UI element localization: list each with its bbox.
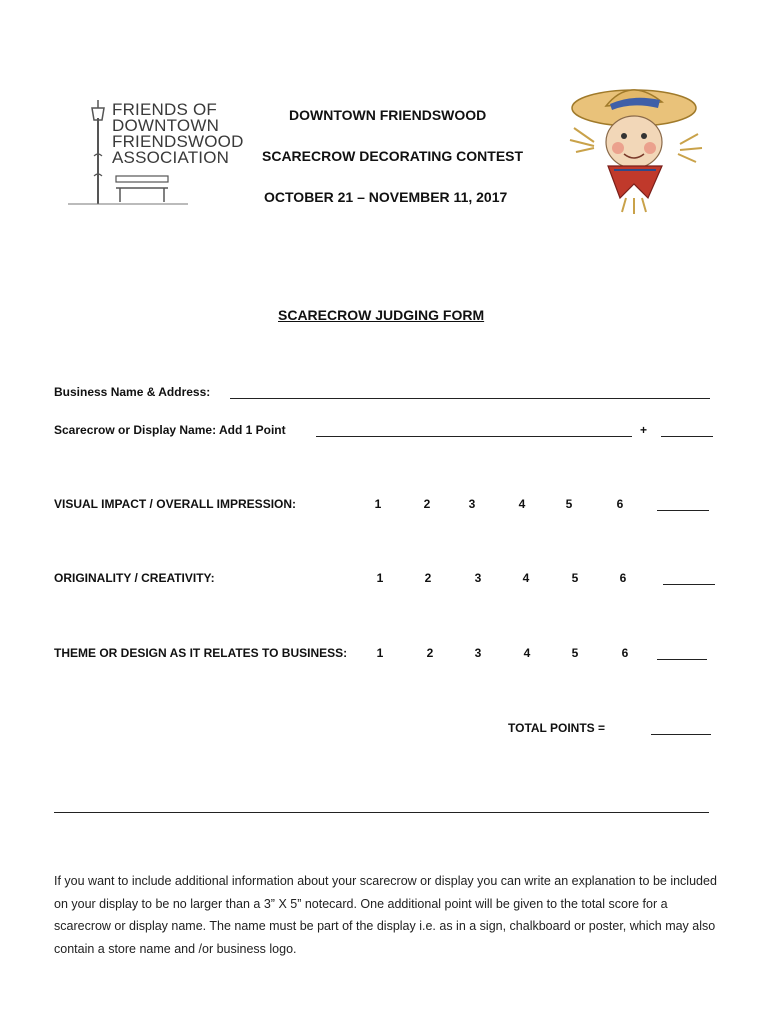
score-option[interactable]: 1	[376, 646, 384, 660]
display-name-field[interactable]	[316, 436, 632, 437]
criterion-label-originality: ORIGINALITY / CREATIVITY:	[54, 571, 215, 585]
total-points-field[interactable]	[651, 734, 711, 735]
score-option[interactable]: 3	[468, 497, 476, 511]
originality-score-field[interactable]	[663, 584, 715, 585]
association-logo	[68, 96, 244, 208]
header-line-2: SCARECROW DECORATING CONTEST	[262, 148, 524, 164]
score-option[interactable]: 6	[619, 571, 627, 585]
score-option[interactable]: 6	[616, 497, 624, 511]
footer-instructions: If you want to include additional information about your scarecrow or display you can write an explanation to be included on your display to be no larger than a 3” X 5” notecard. One additional point will be given to the total score for a scarecrow or display name. The name must be part of the display i.e. as in a sign, chalkboard or poster, which may also contain a store name and /or business logo.	[54, 874, 717, 956]
score-option[interactable]: 4	[523, 646, 531, 660]
score-option[interactable]: 2	[423, 497, 431, 511]
logo-line-1: FRIENDS OF	[112, 100, 217, 119]
score-option[interactable]: 3	[474, 646, 482, 660]
display-name-points-field[interactable]	[661, 436, 713, 437]
theme-score-field[interactable]	[657, 659, 707, 660]
score-option[interactable]: 2	[426, 646, 434, 660]
score-option[interactable]: 5	[565, 497, 573, 511]
header-line-1: DOWNTOWN FRIENDSWOOD	[289, 107, 487, 123]
criterion-label-visual-impact: VISUAL IMPACT / OVERALL IMPRESSION:	[54, 497, 297, 511]
score-option[interactable]: 3	[474, 571, 482, 585]
score-option[interactable]: 6	[621, 646, 629, 660]
score-option[interactable]: 4	[522, 571, 530, 585]
plus-sign: +	[640, 423, 648, 437]
score-option[interactable]: 1	[376, 571, 384, 585]
criterion-label-theme: THEME OR DESIGN AS IT RELATES TO BUSINESS:	[54, 646, 348, 660]
total-points-label: TOTAL POINTS =	[508, 721, 606, 735]
logo-line-4: ASSOCIATION	[112, 148, 230, 167]
business-name-label: Business Name & Address:	[54, 385, 211, 399]
score-option[interactable]: 5	[571, 646, 579, 660]
logo-text	[112, 102, 244, 166]
signature-line[interactable]	[54, 812, 709, 813]
scarecrow-icon	[566, 78, 706, 218]
score-option[interactable]: 2	[424, 571, 432, 585]
score-option[interactable]: 4	[518, 497, 526, 511]
logo-line-3: FRIENDSWOOD	[112, 132, 244, 151]
business-name-field[interactable]	[230, 398, 710, 399]
score-option[interactable]: 1	[374, 497, 382, 511]
header-line-3: OCTOBER 21 – NOVEMBER 11, 2017	[264, 189, 508, 205]
score-option[interactable]: 5	[571, 571, 579, 585]
display-name-label: Scarecrow or Display Name: Add 1 Point	[54, 423, 286, 437]
form-title: SCARECROW JUDGING FORM	[278, 307, 485, 323]
logo-line-2: DOWNTOWN	[112, 116, 220, 135]
visual-impact-score-field[interactable]	[657, 510, 709, 511]
